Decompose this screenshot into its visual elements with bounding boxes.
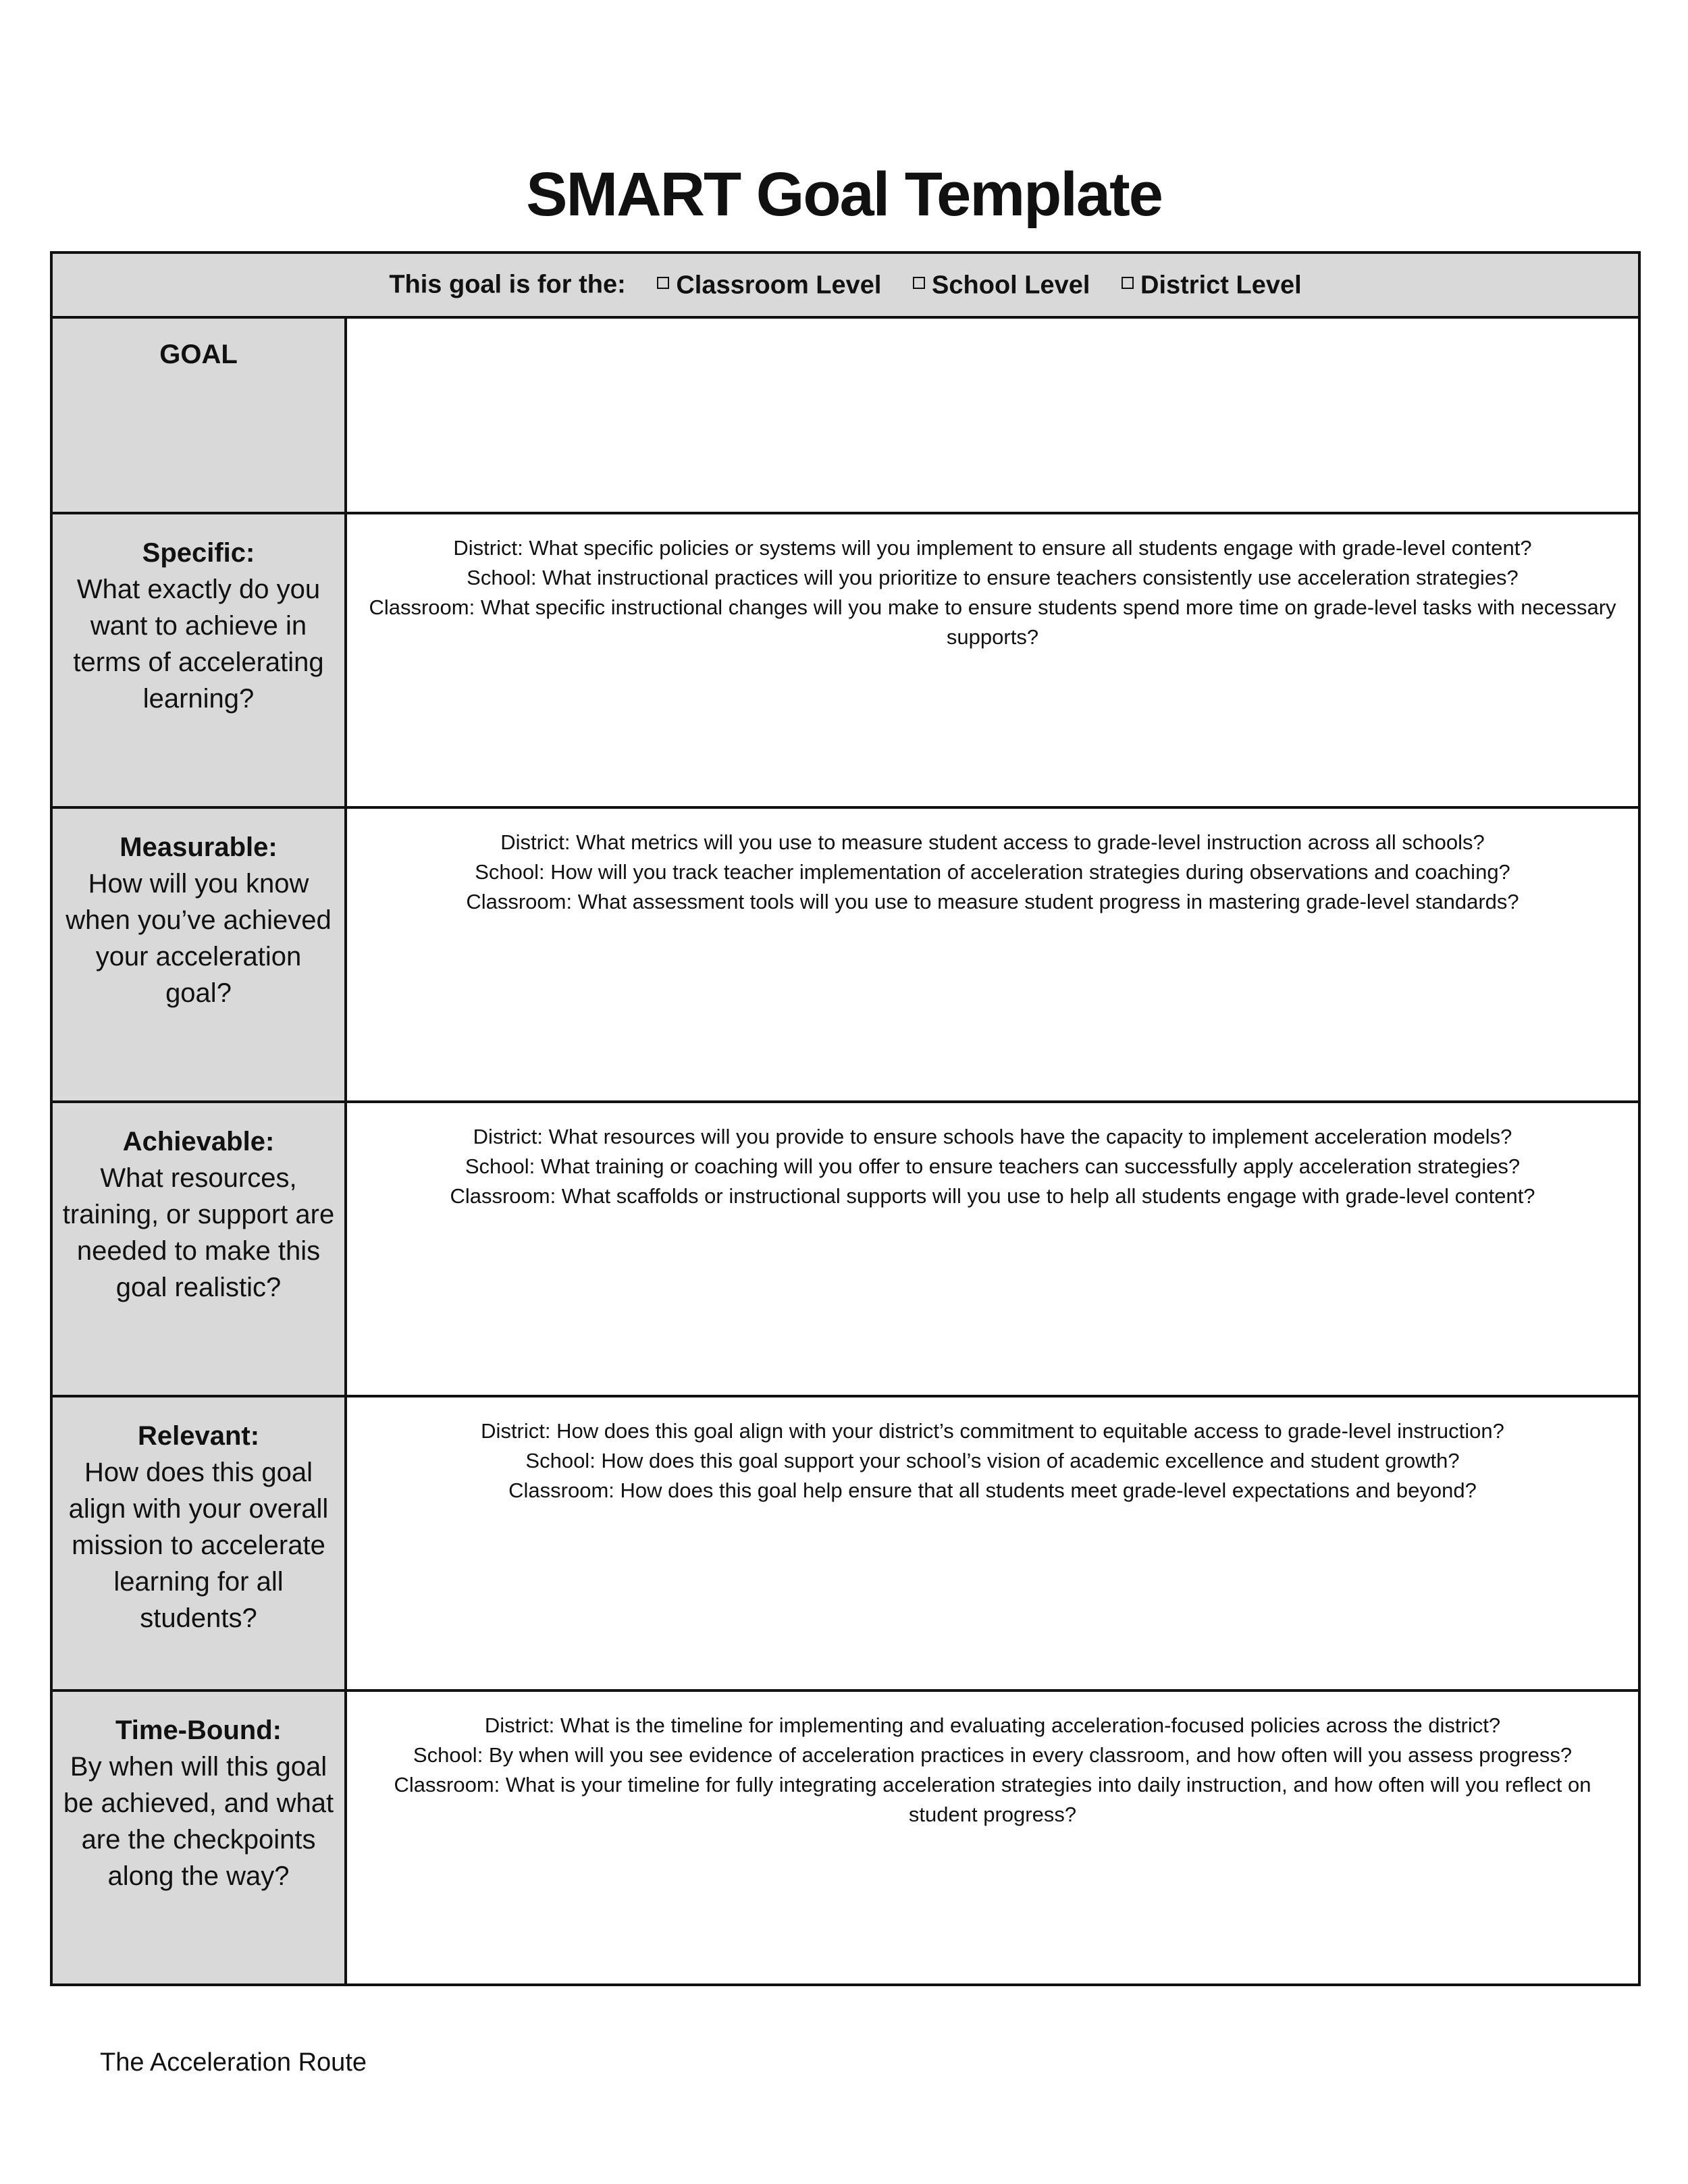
classroom-prompt: Classroom: What is your timeline for fully integrating acceleration strategies into daily instruction, and how often will you reflect on student progress? [394, 1773, 1591, 1826]
criterion-description: How will you know when you’ve achieved your acceleration goal? [65, 869, 332, 1008]
time-bound-label-cell [51, 1690, 346, 1985]
criterion-description: What exactly do you want to achieve in terms of accelerating learning? [73, 575, 324, 714]
classroom-prompt: Classroom: How does this goal help ensure that all students meet grade-level expectations and beyond? [508, 1479, 1477, 1502]
criterion-description: How does this goal align with your overall mission to accelerate learning for all students? [68, 1458, 329, 1633]
achievable-row [51, 1102, 1639, 1396]
school-prompt: School: What instructional practices will you prioritize to ensure teachers consistently use acceleration strategies? [467, 566, 1519, 589]
school-prompt: School: How will you track teacher implementation of acceleration strategies during observations and coaching? [475, 860, 1510, 884]
specific-row [51, 513, 1639, 807]
smart-goal-table [50, 251, 1641, 1986]
classroom-prompt: Classroom: What specific instructional changes will you make to ensure students spend more time on grade-level tasks with necessary supports? [369, 595, 1616, 649]
criterion-name: Specific: [142, 538, 255, 568]
option-label: District Level [1140, 271, 1302, 300]
achievable-label-cell [51, 1102, 346, 1396]
school-prompt: School: By when will you see evidence of acceleration practices in every classroom, and how often will you assess progress? [413, 1743, 1573, 1767]
level-prompt: This goal is for the: [389, 270, 626, 299]
district-prompt: District: What is the timeline for implementing and evaluating acceleration-focused policies across the district? [484, 1713, 1501, 1737]
achievable-prompts-cell[interactable] [346, 1102, 1639, 1396]
criterion-name: Time-Bound: [115, 1715, 282, 1745]
option-school-level[interactable] [913, 270, 1090, 298]
goal-row [51, 317, 1639, 513]
checkbox-icon[interactable] [1122, 277, 1134, 289]
page-title: SMART Goal Template [526, 160, 1162, 229]
criterion-description: What resources, training, or support are needed to make this goal realistic? [62, 1163, 335, 1302]
relevant-label-cell [51, 1396, 346, 1690]
relevant-row [51, 1396, 1639, 1690]
district-prompt: District: How does this goal align with your district’s commitment to equitable access to grade-level instruction? [481, 1419, 1504, 1443]
goal-label: GOAL [159, 340, 238, 369]
checkbox-icon[interactable] [657, 277, 669, 289]
time-bound-prompts-cell[interactable] [346, 1690, 1639, 1985]
criterion-name: Relevant: [137, 1421, 260, 1451]
district-prompt: District: What specific policies or systems will you implement to ensure all students engage with grade-level content? [453, 536, 1532, 560]
level-header [51, 252, 1639, 317]
classroom-prompt: Classroom: What scaffolds or instructional supports will you use to help all students engage with grade-level content? [450, 1184, 1535, 1208]
option-district-level[interactable] [1122, 270, 1302, 298]
relevant-prompts-cell[interactable] [346, 1396, 1639, 1690]
goal-label-cell [51, 317, 346, 513]
measurable-label-cell [51, 807, 346, 1102]
school-prompt: School: What training or coaching will you offer to ensure teachers can successfully apply acceleration strategies? [465, 1154, 1521, 1178]
criterion-name: Measurable: [120, 832, 278, 862]
specific-label-cell [51, 513, 346, 807]
footer-brand: The Acceleration Route [100, 2048, 367, 2077]
measurable-prompts-cell[interactable] [346, 807, 1639, 1102]
classroom-prompt: Classroom: What assessment tools will you use to measure student progress in mastering grade-level standards? [466, 890, 1519, 913]
criterion-description: By when will this goal be achieved, and what are the checkpoints along the way? [63, 1752, 334, 1891]
district-prompt: District: What resources will you provide to ensure schools have the capacity to implement acceleration models? [473, 1125, 1512, 1148]
criterion-name: Achievable: [122, 1127, 275, 1156]
option-label: Classroom Level [676, 271, 882, 300]
specific-prompts-cell[interactable] [346, 513, 1639, 807]
district-prompt: District: What metrics will you use to measure student access to grade-level instruction across all schools? [500, 830, 1485, 854]
level-header-row [51, 252, 1639, 317]
school-prompt: School: How does this goal support your school’s vision of academic excellence and student growth? [525, 1449, 1460, 1472]
checkbox-icon[interactable] [913, 277, 925, 289]
measurable-row [51, 807, 1639, 1102]
option-classroom-level[interactable] [657, 270, 881, 298]
goal-input-cell[interactable] [346, 317, 1639, 513]
option-label: School Level [932, 271, 1090, 300]
time-bound-row [51, 1690, 1639, 1985]
